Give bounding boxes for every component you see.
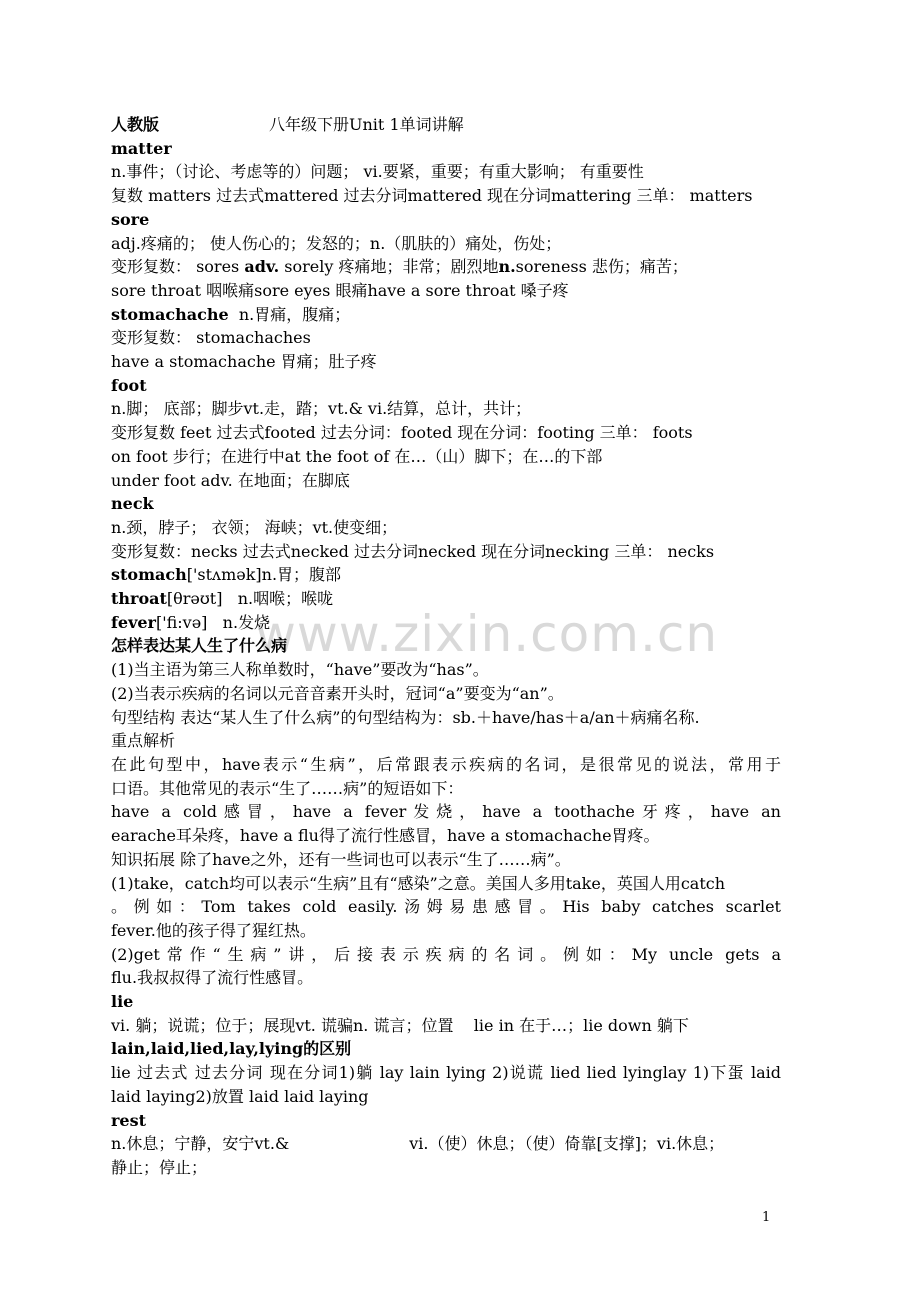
document-header (111, 113, 781, 137)
example-line: have a cold感冒，have a fever发烧，have a toothache牙疼，have an (111, 802, 781, 822)
example-line: 。例如：Tom takes cold easily.汤姆易患感冒。His baby catches scarlet (111, 897, 781, 917)
definition-text: [θrəʊt] n.咽喉；喉咙 (166, 589, 334, 609)
example-line: fever.他的孩子得了猩红热。 (111, 920, 316, 940)
definition-line: n.颈，脖子； 衣领； 海峡；vt.使变细； (111, 517, 398, 537)
word-heading-lie: lie (111, 992, 134, 1012)
word-heading-matter: matter (111, 138, 172, 158)
section-heading-lie-forms: lain,laid,lied,lay,lying的区别 (111, 1039, 352, 1059)
document-title: 八年级下册Unit 1单词讲解 (269, 115, 464, 134)
rule-line: (1)当主语为第三人称单数时，“have”要改为“has”。 (111, 660, 489, 680)
forms-line: 复数 matters 过去式mattered 过去分词mattered 现在分词mattering 三单： matters (111, 186, 753, 206)
forms-line: 变形复数：necks 过去式necked 过去分词necked 现在分词necking 三单： necks (111, 541, 715, 561)
word-line-fever (111, 611, 781, 635)
word-heading-stomach: stomach (111, 565, 187, 585)
pos-label: adv. (244, 257, 280, 277)
text-span: n.休息；宁静，安宁vt.& (111, 1134, 290, 1154)
forms-line: lie 过去式 过去分词 现在分词1)躺 lay lain lying 2)说谎 lied lied lyinglay 1)下蛋 laid (111, 1063, 781, 1083)
word-heading-rest: rest (111, 1110, 147, 1130)
word-line-stomachache (111, 303, 781, 327)
text-span: sorely 疼痛地；非常；剧烈地 (279, 257, 499, 277)
word-heading-sore: sore (111, 209, 150, 229)
word-line-throat (111, 587, 781, 611)
document-body (111, 113, 781, 1180)
word-heading-stomachache: stomachache (111, 304, 229, 324)
phrase-line: on foot 步行；在进行中at the foot of 在…（山）脚下；在…的下部 (111, 446, 603, 466)
definition-text: n.胃痛，腹痛； (228, 304, 351, 324)
example-line: flu.我叔叔得了流行性感冒。 (111, 968, 314, 988)
word-line-stomach (111, 563, 781, 587)
forms-line (111, 255, 781, 279)
text-span: soreness 悲伤；痛苦； (515, 257, 688, 277)
definition-line: n.事件；（讨论、考虑等的）问题； vi.要紧，重要；有重大影响； 有重要性 (111, 162, 644, 182)
definition-line: 静止；停止； (111, 1157, 208, 1177)
definition-text: ['fi:və] n.发烧 (155, 612, 271, 632)
phrase-line: have a stomachache 胃痛；肚子疼 (111, 352, 377, 372)
watermark: www.zixin.com.cn (255, 605, 719, 663)
forms-line: 变形复数 feet 过去式footed 过去分词：footed 现在分词：footing 三单： foots (111, 423, 693, 443)
section-heading-illness: 怎样表达某人生了什么病 (111, 636, 288, 656)
rule-line: (2)当表示疾病的名词以元音音素开头时，冠词“a”要变为“an”。 (111, 683, 564, 703)
definition-line: adj.疼痛的； 使人伤心的；发怒的；n.（肌肤的）痛处，伤处； (111, 233, 562, 253)
word-heading-throat: throat (111, 589, 167, 609)
pos-label: n. (498, 257, 516, 277)
text-span: 变形复数： sores (111, 257, 245, 277)
forms-line: laid laying2)放置 laid laid laying (111, 1086, 369, 1106)
definition-line: vi. 躺；说谎；位于；展现vt. 谎骗n. 谎言；位置 lie in 在于…；lie down 躺下 (111, 1015, 689, 1035)
example-line: earache耳朵疼，have a flu得了流行性感冒，have a stomachache胃疼。 (111, 826, 660, 846)
word-heading-fever: fever (111, 612, 156, 632)
sentence-pattern-line: 句型结构 表达“某人生了什么病”的句型结构为：sb.＋have/has＋a/an＋病痛名称. (111, 707, 700, 727)
word-heading-foot: foot (111, 375, 147, 395)
explanation-line: 在此句型中，have表示“生病”，后常跟表示疾病的名词，是很常见的说法，常用于 (111, 754, 781, 774)
definition-text: ['stʌmək]n.胃；腹部 (186, 565, 342, 585)
forms-line: 变形复数： stomachaches (111, 328, 311, 348)
explanation-line: 口语。其他常见的表示“生了……病”的短语如下： (111, 778, 464, 798)
word-heading-neck: neck (111, 494, 154, 514)
phrase-line: sore throat 咽喉痛sore eyes 眼痛have a sore throat 嗓子疼 (111, 280, 569, 300)
example-line: (2)get常作“生病”讲，后接表示疾病的名词。例如：My uncle gets a (111, 944, 781, 964)
phrase-line: under foot adv. 在地面；在脚底 (111, 470, 350, 490)
definition-line: n.脚； 底部；脚步vt.走，踏；vt.& vi.结算，总计，共计； (111, 399, 532, 419)
extension-line: (1)take，catch均可以表示“生病”且有“感染”之意。美国人多用take，英国人用catch (111, 873, 726, 893)
page-number: 1 (762, 1210, 771, 1225)
publisher-label: 人教版 (111, 115, 160, 134)
subheading: 重点解析 (111, 731, 176, 751)
text-span: vi.（使）休息；（使）倚靠[支撑]；vi.休息； (409, 1134, 725, 1154)
extension-line: 知识拓展 除了have之外，还有一些词也可以表示“生了……病”。 (111, 849, 571, 869)
definition-line (111, 1132, 781, 1156)
